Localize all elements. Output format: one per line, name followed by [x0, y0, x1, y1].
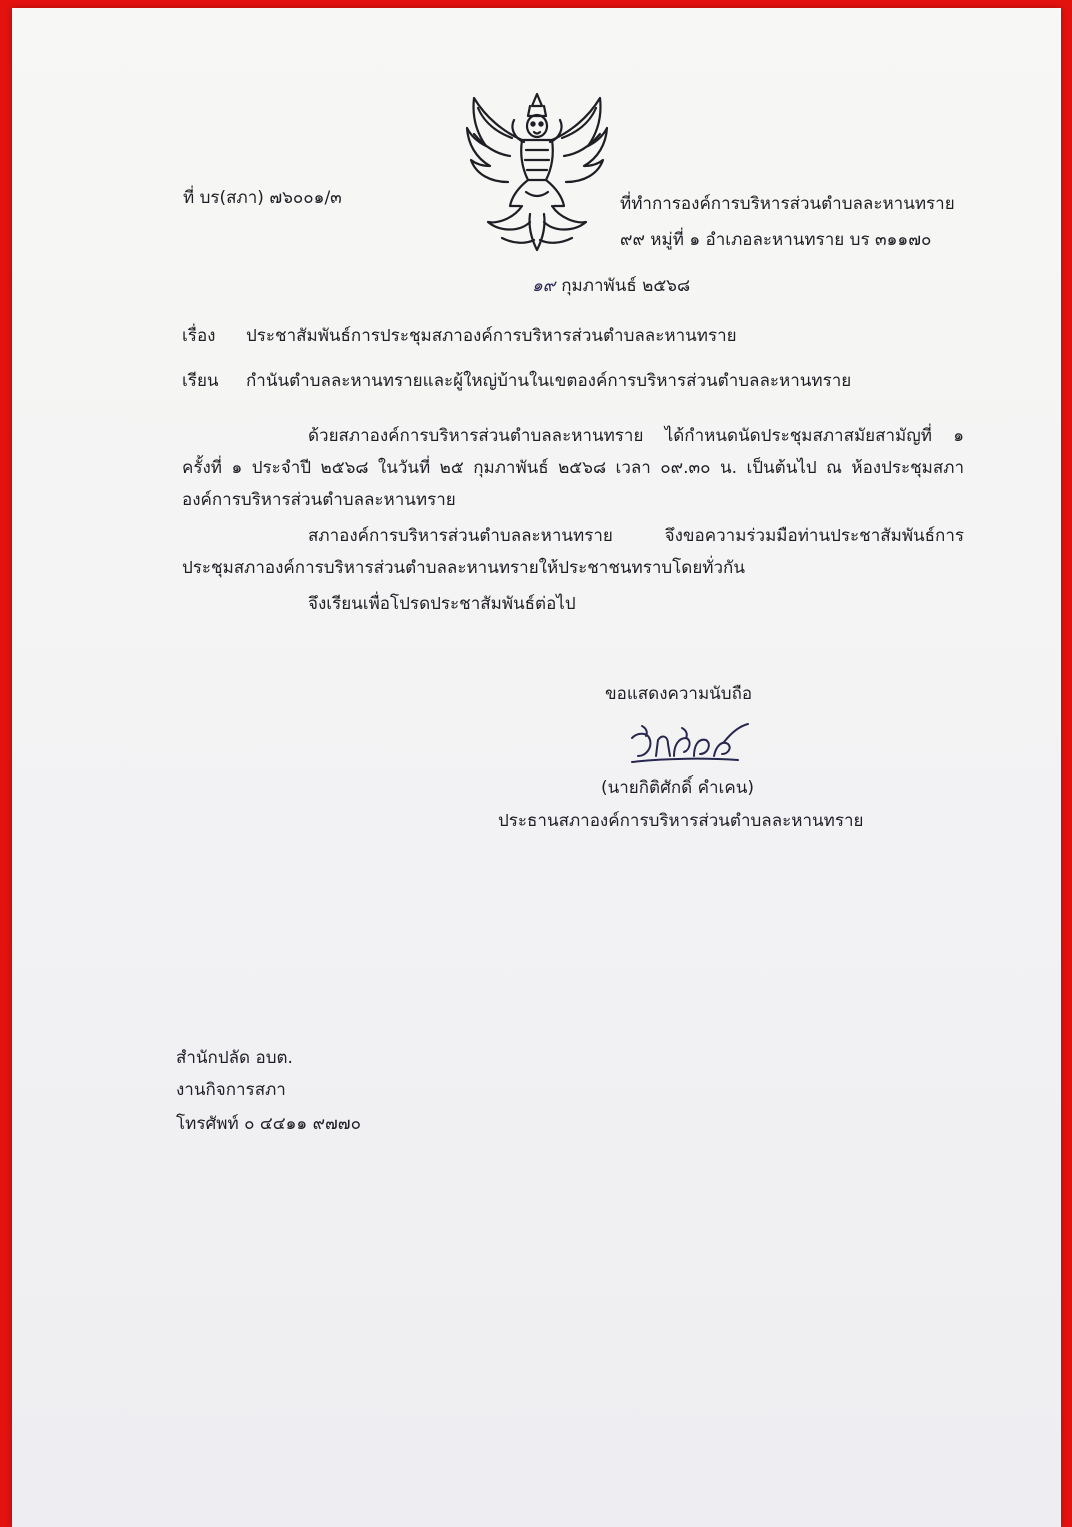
office-address-line1: ที่ทำการองค์การบริหารส่วนตำบลละหานทราย	[620, 194, 955, 214]
footer-section: งานกิจการสภา	[176, 1080, 286, 1100]
closing-phrase: ขอแสดงความนับถือ	[605, 684, 753, 704]
recipient-text: กำนันตำบลละหานทรายและผู้ใหญ่บ้านในเขตองค์การบริหารส่วนตำบลละหานทราย	[246, 371, 852, 391]
body-paragraph-1: ด้วยสภาองค์การบริหารส่วนตำบลละหานทราย ได้กำหนดนัดประชุมสภาสมัยสามัญที่ ๑ ครั้งที่ ๑ ประจำปี ๒๕๖๘ ในวันที่ ๒๕ กุมภาพันธ์ ๒๕๖๘ เวลา ๐๙.๓๐ น. เป็นต้นไป ณ ห้องประชุมสภาองค์การบริหารส่วนตำบลละหานทราย	[182, 426, 964, 510]
signatory-name: (นายกิติศักดิ์ คำเคน)	[601, 778, 754, 798]
body-paragraph-2: สภาองค์การบริหารส่วนตำบลละหานทราย จึงขอความร่วมมือท่านประชาสัมพันธ์การประชุมสภาองค์การบริหารส่วนตำบลละหานทรายให้ประชาชนทราบโดยทั่วกัน	[182, 526, 964, 578]
letter-date	[532, 272, 690, 299]
subject-text: ประชาสัมพันธ์การประชุมสภาองค์การบริหารส่วนตำบลละหานทราย	[246, 326, 737, 346]
subject-label: เรื่อง	[182, 326, 216, 346]
reference-number: ที่ บร(สภา) ๗๖๐๐๑/๓	[183, 188, 342, 208]
date-month-year: กุมภาพันธ์ ๒๕๖๘	[561, 276, 691, 296]
body-paragraph-3: จึงเรียนเพื่อโปรดประชาสัมพันธ์ต่อไป	[308, 594, 576, 614]
office-address-line2: ๙๙ หมู่ที่ ๑ อำเภอละหานทราย บร ๓๑๑๗๐	[620, 230, 932, 250]
handwritten-signature	[628, 722, 750, 766]
recipient-label: เรียน	[182, 371, 219, 391]
signatory-title: ประธานสภาองค์การบริหารส่วนตำบลละหานทราย	[498, 811, 864, 831]
footer-department: สำนักปลัด อบต.	[176, 1048, 293, 1068]
footer-phone: โทรศัพท์ ๐ ๔๔๑๑ ๙๗๗๐	[176, 1114, 361, 1134]
date-day: ๑๙	[532, 276, 556, 296]
garuda-emblem-icon	[462, 92, 612, 254]
